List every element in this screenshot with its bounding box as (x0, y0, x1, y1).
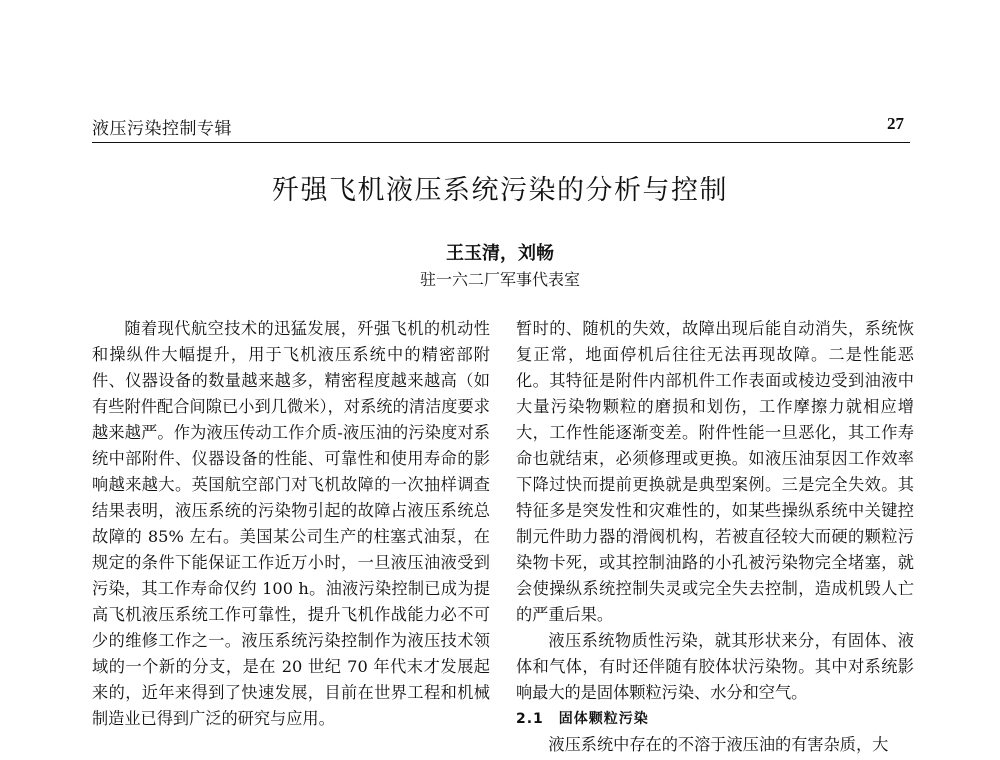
author-affiliation: 驻一六二厂军事代表室 (419, 270, 580, 289)
body-paragraph: 暂时的、随机的失效，故障出现后能自动消失，系统恢复正常，地面停机后往往无法再现故障。二是性能恶化。其特征是附件内部机件工作表面或棱边受到油液中大量污染物颗粒的磨损和划伤，工作摩擦力就相应增大，工作性能逐渐变差。附件性能一旦恶化，其工作寿命也就结束，必须修理或更换。如液压油泵因工作效率下降过快而提前更换就是典型案例。三是完全失效。其特征多是突发性和灾难性的，如某些操纵系统中关键控制元件助力器的滑阀机构，若被直径较大而硬的颗粒污染物卡死，或其控制油路的小孔被污染物完全堵塞，就会使操纵系统控制失灵或完全失去控制，造成机毁人亡的严重后果。 (516, 319, 914, 624)
article-title: 歼强飞机液压系统污染的分析与控制 (272, 175, 728, 206)
section-heading: 2.1 固体颗粒污染 (516, 711, 649, 727)
article-authors: 王玉清，刘畅 (446, 243, 554, 264)
page-number: 27 (887, 114, 904, 133)
body-paragraph: 液压系统中存在的不溶于液压油的有害杂质，大 (548, 735, 889, 754)
body-paragraph: 随着现代航空技术的迅猛发展，歼强飞机的机动性和操纵件大幅提升，用于飞机液压系统中的精密部附件、仪器设备的数量越来越多，精密程度越来越高（如有些附件配合间隙已小到几微米），对系统的清洁度要求越来越严。作为液压传动工作介质-液压油的污染度对系统中部附件、仪器设备的性能、可靠性和使用寿命的影响越来越大。英国航空部门对飞机故障的一次抽样调查结果表明，液压系统的污染物引起的故障占液压系统总故障的 85% 左右。美国某公司生产的柱塞式油泵，在规定的条件下能保证工作近万小时，一旦液压油液受到污染，其工作寿命仅约 100 h。油液污染控制已成为提高飞机液压系统工作可靠性，提升飞机作战能力必不可少的维修工作之一。液压系统污染控制作为液压技术领域的一个新的分支，是在 20 世纪 70 年代末才发展起来的，近年来得到了快速发展，目前在世界工程和机械制造业已得到广泛的研究与应用。 (92, 319, 490, 728)
body-paragraph: 液压系统物质性污染，就其形状来分，有固体、液体和气体，有时还伴随有胶体状污染物。其中对系统影响最大的是固体颗粒污染、水分和空气。 (516, 631, 914, 702)
right-column (516, 316, 914, 758)
header-rule (92, 142, 910, 143)
left-column (92, 316, 490, 732)
journal-section-header: 液压污染控制专辑 (92, 119, 232, 139)
